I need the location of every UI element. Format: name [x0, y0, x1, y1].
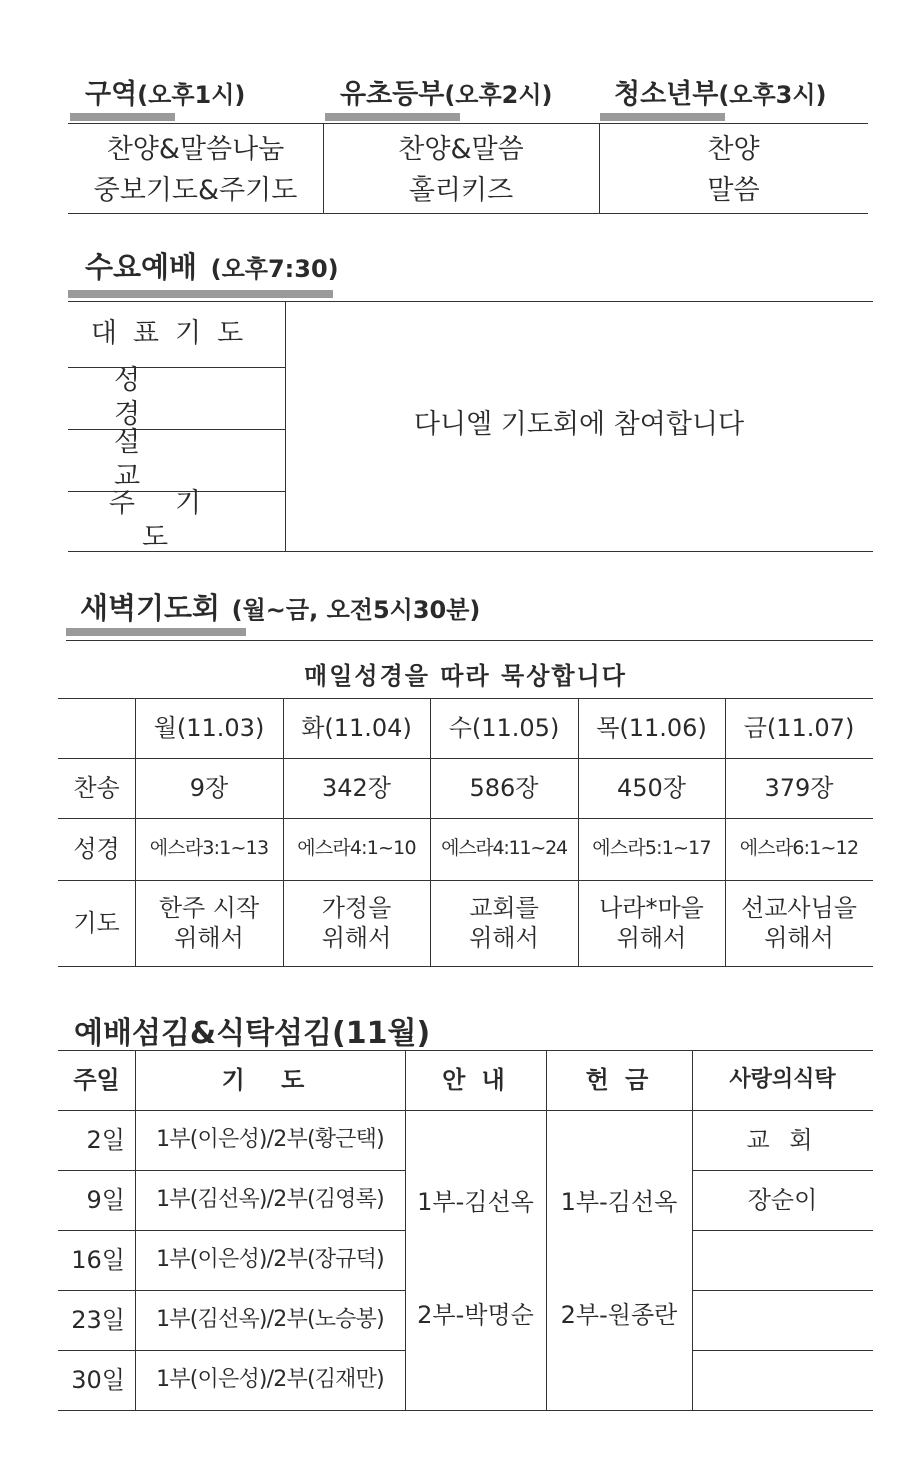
service-header-guide: 안 내	[442, 1066, 509, 1094]
group-col2-time: (오후2시)	[444, 81, 553, 109]
heading-bar	[68, 290, 333, 298]
group-col2-line2: 홀리키즈	[408, 175, 514, 206]
dawn-prayer-line: 가정을	[321, 894, 392, 922]
group-col1-line1: 찬양&말씀나눔	[106, 134, 285, 165]
service-sunday: 16일	[71, 1246, 125, 1274]
dawn-day-mon: 월(11.03)	[153, 714, 265, 742]
divider	[58, 1410, 873, 1411]
divider	[58, 880, 873, 881]
divider	[692, 1350, 873, 1351]
dawn-hymn: 9장	[189, 774, 229, 802]
dawn-hymn: 342장	[322, 774, 391, 802]
dawn-heading	[80, 586, 480, 627]
service-sunday: 23일	[71, 1306, 125, 1334]
dawn-prayer	[283, 884, 430, 962]
dawn-subtitle: 매일성경을 따라 묵상합니다	[304, 662, 627, 690]
heading-bar	[600, 113, 725, 121]
dawn-title: 새벽기도회	[80, 591, 221, 625]
dawn-prayer-line: 위해서	[616, 924, 687, 952]
service-table: 교 회	[746, 1126, 819, 1154]
service-sunday: 9일	[86, 1186, 125, 1214]
dawn-prayer-line: 위해서	[764, 924, 834, 952]
dawn-scripture: 에스라4:11~24	[441, 837, 567, 860]
dawn-time: (월~금, 오전5시30분)	[231, 596, 481, 624]
group-col2-heading	[340, 72, 553, 111]
service-title: 예배섬김&식탁섬김(11월)	[74, 1016, 431, 1051]
dawn-prayer	[725, 884, 873, 962]
heading-bar	[70, 113, 175, 121]
service-table: 장순이	[747, 1186, 818, 1214]
service-sunday: 2일	[86, 1126, 125, 1154]
dawn-hymn: 450장	[617, 774, 686, 802]
dawn-row-label-prayer: 기도	[73, 909, 120, 937]
group-col1-title: 구역	[85, 79, 138, 110]
dawn-prayer-line: 교회를	[469, 894, 539, 922]
group-col2-title: 유초등부	[340, 79, 445, 110]
divider	[58, 966, 873, 967]
group-col1-line2: 중보기도&주기도	[93, 175, 298, 206]
dawn-prayer-line: 한주 시작	[158, 894, 260, 922]
service-header-table: 사랑의식탁	[729, 1067, 836, 1093]
group-col3-time: (오후3시)	[718, 81, 827, 109]
divider	[68, 123, 868, 124]
service-guide-second: 2부-박명순	[417, 1301, 534, 1329]
wednesday-title: 수요예배	[85, 250, 198, 284]
service-header-prayer: 기 도	[221, 1066, 319, 1094]
dawn-hymn: 586장	[469, 774, 539, 802]
service-header-sunday: 주일	[73, 1066, 120, 1094]
divider	[692, 1230, 873, 1231]
dawn-prayer	[430, 884, 578, 962]
service-prayer: 1부(김선옥)/2부(김영록)	[156, 1187, 384, 1213]
wednesday-time: (오후7:30)	[210, 255, 339, 283]
dawn-hymn: 379장	[764, 774, 834, 802]
divider	[692, 1290, 873, 1291]
dawn-prayer-line: 나라*마을	[599, 894, 704, 922]
service-prayer: 1부(이은성)/2부(김재만)	[156, 1367, 384, 1393]
dawn-day-wed: 수(11.05)	[448, 714, 560, 742]
group-col3-heading	[614, 72, 827, 111]
wednesday-role-prayer: 대표기도	[90, 318, 260, 350]
dawn-scripture: 에스라4:1~10	[297, 837, 416, 860]
dawn-scripture: 에스라3:1~13	[149, 837, 269, 860]
group-col3-line2: 말씀	[707, 175, 760, 206]
heading-bar	[66, 628, 246, 636]
group-col1-heading	[85, 72, 245, 111]
service-offering-second: 2부-원종란	[560, 1301, 678, 1329]
dawn-row-label-scripture: 성경	[73, 835, 120, 863]
wednesday-role-lords-prayer: 주기도	[108, 488, 242, 553]
dawn-prayer-line: 위해서	[469, 924, 539, 952]
dawn-prayer-line: 선교사님을	[741, 894, 857, 922]
wednesday-role-sermon: 설교	[113, 427, 237, 492]
group-col1-time: (오후1시)	[137, 81, 246, 109]
dawn-scripture: 에스라6:1~12	[739, 837, 859, 860]
dawn-day-thu: 목(11.06)	[596, 714, 707, 742]
wednesday-note: 다니엘 기도회에 참여합니다	[413, 409, 745, 441]
dawn-prayer-line: 위해서	[321, 924, 392, 952]
heading-bar	[325, 113, 460, 121]
dawn-prayer	[135, 884, 283, 962]
divider	[66, 640, 873, 641]
service-header-offering: 헌 금	[585, 1066, 653, 1094]
service-prayer: 1부(김선옥)/2부(노승봉)	[156, 1307, 384, 1333]
service-offering-first: 1부-김선옥	[560, 1188, 678, 1216]
service-prayer: 1부(이은성)/2부(황근택)	[156, 1127, 384, 1153]
group-col3-line1: 찬양	[707, 134, 760, 165]
wednesday-heading	[85, 245, 339, 286]
dawn-prayer	[578, 884, 725, 962]
dawn-day-fri: 금(11.07)	[743, 714, 855, 742]
dawn-prayer-line: 위해서	[174, 924, 244, 952]
dawn-day-tue: 화(11.04)	[301, 714, 412, 742]
divider	[68, 213, 868, 214]
wednesday-role-scripture: 성경	[113, 365, 237, 430]
dawn-scripture: 에스라5:1~17	[592, 837, 711, 860]
service-guide-first: 1부-김선옥	[417, 1188, 534, 1216]
group-col3-title: 청소년부	[614, 79, 719, 110]
service-sunday: 30일	[71, 1366, 125, 1394]
dawn-row-label-hymn: 찬송	[73, 774, 120, 802]
service-prayer: 1부(이은성)/2부(장규덕)	[156, 1247, 384, 1273]
group-col2-line1: 찬양&말씀	[398, 134, 524, 165]
